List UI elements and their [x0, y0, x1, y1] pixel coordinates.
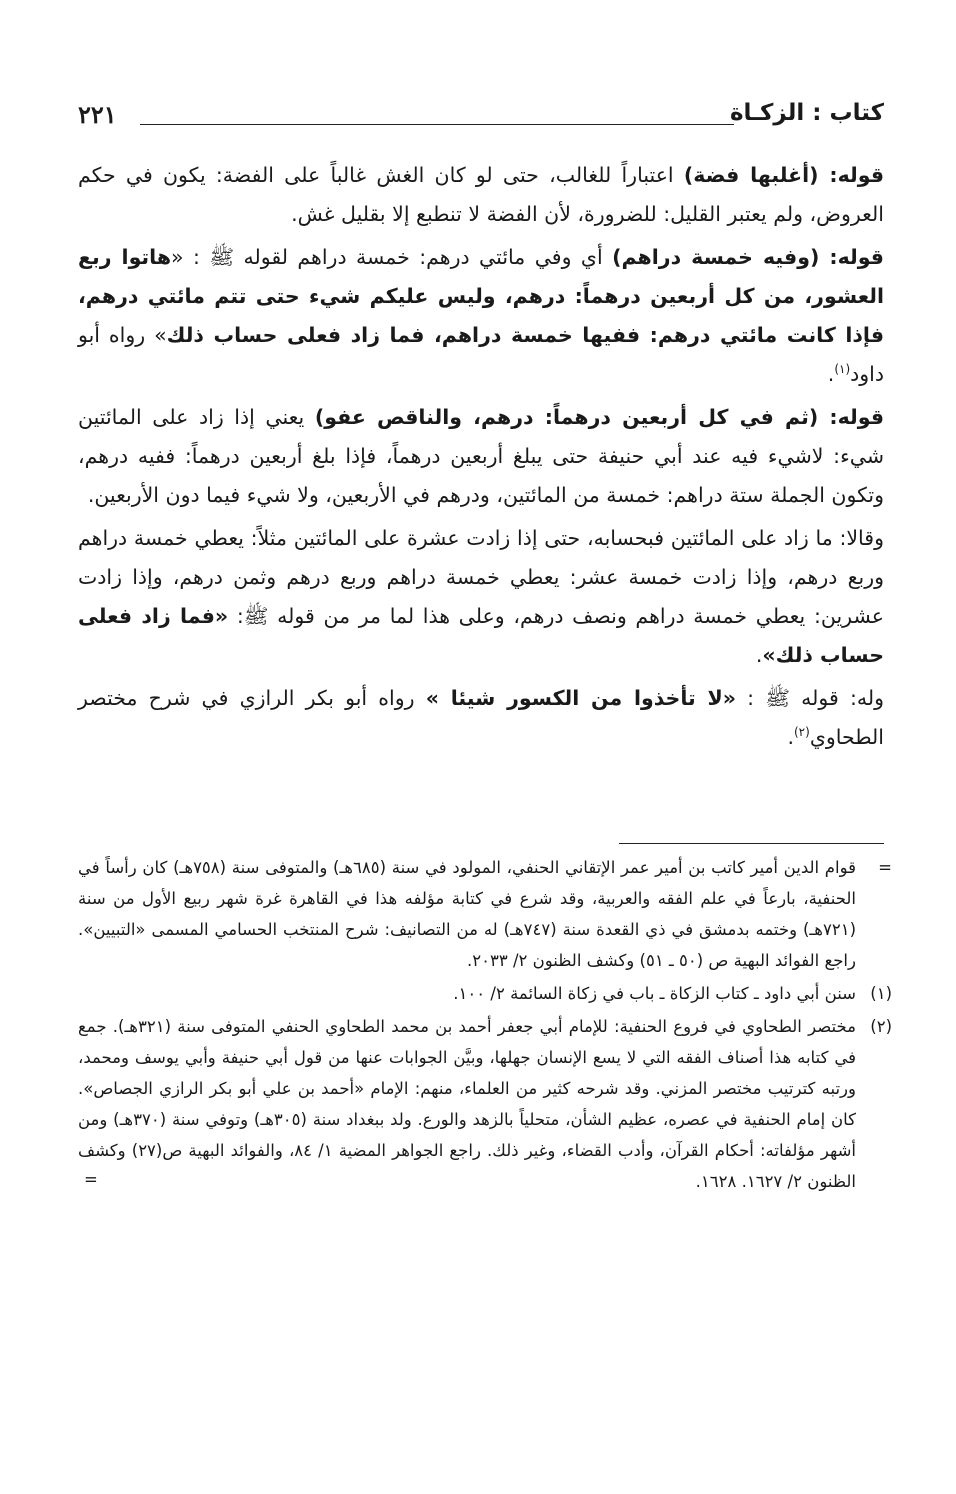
paragraph-text: رواه أبو بكر الرازي في شرح مختصر الطحاوي	[78, 686, 884, 749]
main-text	[78, 156, 884, 761]
continuation-mark: =	[84, 1170, 98, 1189]
footnote-ref-2: (٢)	[793, 725, 810, 740]
paragraph-lead: وله: قوله ﷺ :	[736, 686, 884, 710]
footnote-marker: =	[878, 858, 892, 877]
footnote-marker: (١)	[870, 984, 892, 1003]
footnote-continued	[78, 852, 892, 976]
paragraph-text: وقالا: ما زاد على المائتين فبحسابه، حتى إذا زادت عشرة على المائتين مثلاً: يعطي خمسة دراهم وربع درهم، وإذا زادت خمسة عشر: يعطي خمسة دراهم وربع درهم وثمن درهم، وإذا زادت عشرين: يعطي خمسة دراهم ونصف درهم، وعلى هذا لما مر من قوله ﷺ:	[78, 526, 884, 628]
footnote-text: سنن أبي داود ـ كتاب الزكاة ـ باب في زكاة السائمة ٢/ ١٠٠.	[453, 984, 856, 1003]
hadith-quote: هاتوا ربع العشور، من كل أربعين درهماً: درهم، وليس عليكم شيء حتى تتم مائتي درهم، فإذا كانت مائتي درهم: ففيها خمسة دراهم، فما زاد فعلى حساب ذلك	[78, 245, 884, 347]
paragraph-end: .	[827, 362, 835, 386]
footnote-ref-1: (١)	[834, 362, 851, 377]
footnote-text: مختصر الطحاوي في فروع الحنفية: للإمام أبي جعفر أحمد بن محمد الطحاوي الحنفي المتوفى سنة (٣٢١هـ). جمع في كتابه هذا أصناف الفقه التي لا يسع الإنسان جهلها، وبيَّن الجوابات عنها من قول أبي حنيفة وأبي يوسف ومحمد، ورتبه كترتيب مختصر المزني. وقد شرحه كثير من العلماء، منهم: الإمام «أحمد بن علي أبو بكر الرازي الجصاص». كان إمام الحنفية في عصره، عظيم الشأن، متحلياً بالزهد والورع. ولد ببغداد سنة (٣٠٥هـ) وتوفي سنة (٣٧٠هـ) ومن أشهر مؤلفاته: أحكام القرآن، وأدب القضاء، وغير ذلك. راجع الجواهر المضية ١/ ٨٤، والفوائد البهية ص(٢٧) وكشف الظنون ٢/ ١٦٢٧. ١٦٢٨.	[78, 1017, 856, 1191]
running-header	[78, 100, 884, 140]
paragraph-1	[78, 156, 884, 234]
header-rule	[140, 124, 734, 125]
hadith-quote: «فما زاد فعلى حساب ذلك»	[78, 604, 884, 667]
paragraph-tail: » رواه أبو داود	[78, 323, 884, 386]
footnote-marker: (٢)	[870, 1017, 892, 1036]
footnotes	[78, 852, 892, 1199]
paragraph-bold: (وفيه خمسة دراهم)	[612, 245, 820, 269]
paragraph-2	[78, 238, 884, 394]
paragraph-bold: (ثم في كل أربعين درهماً: درهم، والناقص عفو)	[314, 405, 819, 429]
paragraph-end: .	[787, 725, 794, 749]
paragraph-text: يعني إذا زاد على المائتين شيء: لاشيء فيه عند أبي حنيفة حتى يبلغ أربعين درهماً، فإذا بلغ أربعين درهماً: ففيه درهم، وتكون الجملة ستة دراهم: خمسة من المائتين، ودرهم في الأربعين، ولا شيء فيما دون الأربعين.	[78, 405, 884, 507]
paragraph-3	[78, 398, 884, 515]
running-title: كتاب : الزكـاة	[729, 100, 884, 126]
paragraph-4	[78, 519, 884, 675]
page-number: ٢٢١	[78, 100, 117, 129]
paragraph-lead: قوله:	[818, 163, 884, 187]
paragraph-text: أي وفي مائتي درهم: خمسة دراهم لقوله ﷺ : «	[171, 245, 613, 269]
footnote-separator	[619, 843, 884, 844]
paragraph-lead: قوله:	[819, 245, 884, 269]
paragraph-tail: .	[755, 643, 763, 667]
hadith-quote: «لا تأخذوا من الكسور شيئا »	[425, 686, 737, 710]
footnote-text: قوام الدين أمير كاتب بن أمير عمر الإتقاني الحنفي، المولود في سنة (٦٨٥هـ) والمتوفى سنة (٧٥٨هـ) كان رأساً في الحنفية، بارعاً في علم الفقه والعربية، وقد شرع في كتابة مؤلفه هذا في القاهرة غرة شهر ربيع الأول من سنة (٧٢١هـ) وختمه بدمشق في ذي القعدة سنة (٧٤٧هـ) له من التصانيف: شرح المنتخب الحسامي المسمى «التبيين». راجع الفوائد البهية ص (٥٠ ـ ٥١) وكشف الظنون ٢/ ٢٠٣٣.	[78, 858, 856, 970]
paragraph-5	[78, 679, 884, 757]
footnote-2	[78, 1011, 892, 1197]
paragraph-text: اعتباراً للغالب، حتى لو كان الغش غالباً على الفضة: يكون في حكم العروض، ولم يعتبر القليل: للضرورة، لأن الفضة لا تنطبع إلا بقليل غش.	[78, 163, 884, 226]
paragraph-lead: قوله:	[818, 405, 884, 429]
footnote-1	[78, 978, 892, 1009]
paragraph-bold: (أغلبها فضة)	[683, 163, 819, 187]
